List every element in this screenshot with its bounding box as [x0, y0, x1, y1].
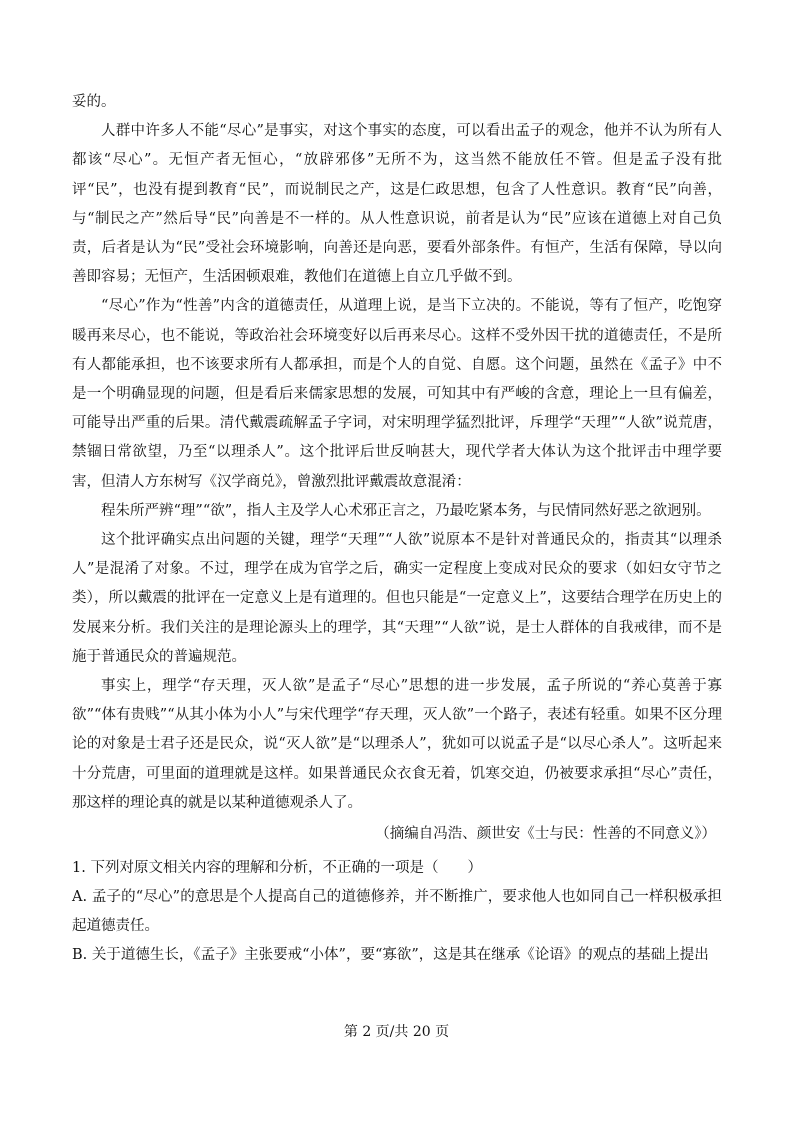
- question-stem: 1. 下列对原文相关内容的理解和分析，不正确的一项是（ ）: [72, 860, 482, 877]
- passage-source: （摘编自冯浩、颜世安《士与民：性善的不同意义》）: [375, 826, 716, 843]
- passage-paragraph-5: 事实上，理学“存天理，灭人欲”是孟子“尽心”思想的进一步发展，孟子所说的“养心莫善于寡欲”“体有贵贱”“从其小体为小人”与宋代理学“存天理，灭人欲”一个路子，表述有轻重。如果不区分理论的对象是士君子还是民众，说“灭人欲”是“以理杀人”，犹如可以说孟子是“以尽心杀人”。这听起来十分荒唐，可里面的道理就是这样。如果普通民众衣食无着，饥寒交迫，仍被要求承担“尽心”责任，那这样的理论真的就是以某种道德观杀人了。: [72, 678, 722, 811]
- page-number-footer: 第 2 页/共 20 页: [343, 1024, 450, 1040]
- passage-paragraph-2: “尽心”作为“性善”内含的道德责任，从道理上说，是当下立决的。不能说，等有了恒产，吃饱穿暖再来尽心，也不能说，等政治社会环境变好以后再来尽心。这样不受外因干扰的道德责任，不是所有人都能承担，也不该要求所有人都承担，而是个人的自觉、自愿。这个问题，虽然在《孟子》中不是一个明确显现的问题，但是看后来儒家思想的发展，可知其中有严峻的含意，理论上一旦有偏差，可能导出严重的后果。清代戴震疏解孟子字词，对宋明理学猛烈批评，斥理学“天理”“人欲”说荒唐，禁锢日常欲望，乃至“以理杀人”。这个批评后世反响甚大，现代学者大体认为这个批评击中理学要害，但清人方东树写《汉学商兑》，曾激烈批评戴震故意混淆：: [72, 298, 722, 490]
- document-page: [72, 88, 722, 970]
- passage-paragraph-continuation: 妥的。: [72, 94, 116, 110]
- passage-quote: 程朱所严辨“理”“欲”，指人主及学人心术邪正言之，乃最吃紧本务，与民情同然好恶之欲迥别。: [101, 502, 711, 519]
- question-option-a: A. 孟子的“尽心”的意思是个人提高自己的道德修养，并不断推广，要求他人也如同自己一样积极承担起道德责任。: [72, 889, 722, 935]
- passage-paragraph-1: 人群中许多人不能“尽心”是事实，对这个事实的态度，可以看出孟子的观念，他并不认为所有人都该“尽心”。无恒产者无恒心，“放辟邪侈”无所不为，这当然不能放任不管。但是孟子没有批评“民”，也没有提到教育“民”，而说制民之产，这是仁政思想，包含了人性意识。教育“民”向善，与“制民之产”然后导“民”向善是不一样的。从人性意识说，前者是认为“民”应该在道德上对自己负责，后者是认为“民”受社会环境影响，向善还是向恶，要看外部条件。有恒产，生活有保障，导以向善即容易；无恒产，生活困顿艰难，教他们在道德上自立几乎做不到。: [72, 123, 722, 286]
- passage-paragraph-4: 这个批评确实点出问题的关键，理学“天理”“人欲”说原本不是针对普通民众的，指责其“以理杀人”是混淆了对象。不过，理学在成为官学之后，确实一定程度上变成对民众的要求（如妇女守节之类），所以戴震的批评在一定意义上是有道理的。但也只能是“一定意义上”，这要结合理学在历史上的发展来分析。我们关注的是理论源头上的理学，其“天理”“人欲”说，是士人群体的自我戒律，而不是施于普通民众的普遍规范。: [72, 532, 722, 665]
- question-option-b: B. 关于道德生长，《孟子》主张要戒“小体”，要“寡欲”，这是其在继承《论语》的观点的基础上提出: [72, 947, 709, 964]
